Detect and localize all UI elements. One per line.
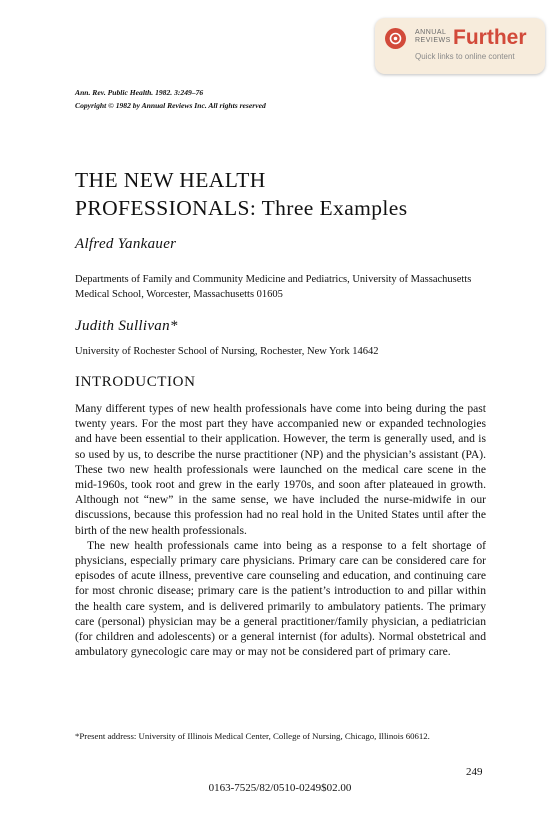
- citation-block: [75, 86, 266, 112]
- brand-small-text: [415, 29, 451, 45]
- title-line-2-caps: PROFESSIONALS:: [75, 196, 257, 220]
- title-line-1: THE NEW HEALTH: [75, 168, 266, 192]
- title-line-2-rest: Three Examples: [256, 196, 408, 220]
- body-text: [75, 401, 486, 659]
- brand-further: Further: [453, 26, 527, 49]
- brand-small-line-2: REVIEWS: [415, 37, 451, 44]
- title-line-2: [75, 194, 408, 222]
- annual-reviews-further-banner[interactable]: [375, 18, 545, 74]
- citation-line-1: Ann. Rev. Public Health. 1982. 3:249–76: [75, 88, 204, 97]
- annual-reviews-logo-icon: [385, 28, 406, 49]
- article-code: 0163-7525/82/0510-0249$02.00: [208, 782, 352, 794]
- brand-small-line-1: ANNUAL: [415, 29, 447, 36]
- footnote: *Present address: University of Illinois Medical Center, College of Nursing, Chicago, Illinois 60612.: [75, 731, 430, 741]
- author-name: Alfred Yankauer: [75, 236, 177, 252]
- author-name: Judith Sullivan*: [75, 318, 178, 334]
- paragraph: The new health professionals came into being as a response to a felt shortage of physicians, especially primary care physicians. Primary care can be considered care for episodes of acute illness, preventive care counseling and education, and continuing care for most chronic disease; primary care is the patient’s introduction to and pillar within the health care system, and is delivered primarily to ambulatory patients. The primary care (personal) physician may be a general practitioner/family physician, a pediatrician (for children and adolescents) or a general internist (for adults). Normal obstetrical and ambulatory gynecologic care may or may not be considered part of primary care.: [75, 538, 486, 659]
- citation-line-2: Copyright © 1982 by Annual Reviews Inc. All rights reserved: [75, 101, 266, 110]
- page-number: 249: [466, 766, 483, 778]
- banner-tagline[interactable]: Quick links to online content: [415, 52, 515, 61]
- author-affiliation: Departments of Family and Community Medicine and Pediatrics, University of Massachusetts Medical School, Worcester, Massachusetts 01605: [75, 274, 472, 300]
- section-heading: INTRODUCTION: [75, 374, 196, 390]
- author-affiliation: University of Rochester School of Nursing, Rochester, New York 14642: [75, 346, 379, 357]
- article-title: [75, 166, 408, 222]
- paragraph: Many different types of new health professionals have come into being during the past twenty years. For the most part they have accompanied new or expanded technologies and have been essential to their application. However, the term is generally used, and is so used by us, to describe the nurse practitioner (NP) and the physician’s assistant (PA). These two new health professionals were launched on the medical care scene in the mid-1960s, took root and grew in the early 1970s, and soon after plateaued in growth. Although not “new” in the same sense, we have included the nurse-midwife in our discussions, because this profession had no real hold in the United States until after the birth of the new health professionals.: [75, 402, 486, 537]
